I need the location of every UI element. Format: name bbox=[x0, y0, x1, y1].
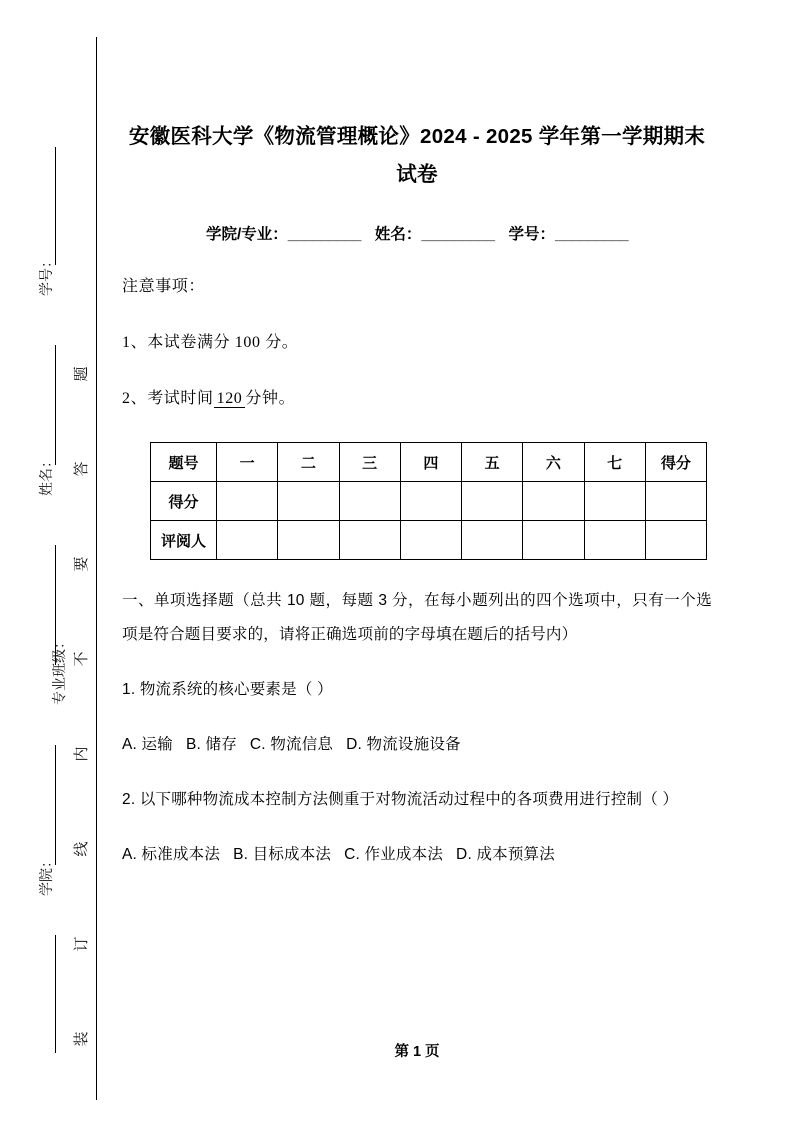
seal-warning-char: 内 bbox=[74, 746, 90, 762]
table-row bbox=[151, 521, 707, 560]
student-number-blank[interactable]: _________ bbox=[554, 226, 629, 243]
question-option[interactable]: A. 运输 bbox=[122, 736, 173, 753]
score-table-cell[interactable] bbox=[217, 521, 278, 560]
notice-item-1 bbox=[122, 330, 712, 356]
score-table-cell[interactable] bbox=[645, 521, 706, 560]
score-table bbox=[150, 442, 707, 560]
question-option[interactable]: D. 物流设施设备 bbox=[346, 736, 461, 753]
question-option[interactable]: A. 标准成本法 bbox=[122, 846, 221, 863]
notice-item-text-suffix: 分钟。 bbox=[245, 390, 296, 407]
score-table-header-cell: 题号 bbox=[151, 443, 217, 482]
score-table-header-cell: 得分 bbox=[645, 443, 706, 482]
seal-warning-char: 不 bbox=[74, 651, 90, 667]
notice-item-text: 1、本试卷满分 100 分。 bbox=[122, 334, 299, 351]
question-option[interactable]: C. 作业成本法 bbox=[344, 846, 444, 863]
seal-warning-char: 要 bbox=[74, 556, 90, 572]
score-table-cell[interactable] bbox=[278, 482, 339, 521]
seal-field-label: 姓名： bbox=[40, 454, 55, 496]
table-row-header bbox=[151, 443, 707, 482]
score-table-header-cell: 三 bbox=[339, 443, 400, 482]
name-blank[interactable]: _________ bbox=[421, 226, 495, 243]
college-major-label: 学院/专业： bbox=[205, 226, 288, 243]
seal-warning-char: 装 bbox=[74, 1031, 90, 1047]
score-table-cell[interactable] bbox=[278, 521, 339, 560]
question-option[interactable]: B. 储存 bbox=[185, 736, 237, 753]
question-options-2 bbox=[122, 838, 712, 872]
college-major-blank[interactable]: _________ bbox=[287, 226, 361, 243]
question-stem-1: 1. 物流系统的核心要素是（ ） bbox=[122, 681, 333, 698]
seal-line-vertical-rule bbox=[96, 37, 97, 1100]
name-label: 姓名： bbox=[374, 226, 422, 243]
score-table-cell[interactable] bbox=[645, 482, 706, 521]
question-option[interactable]: C. 物流信息 bbox=[249, 736, 334, 753]
seal-field-label: 学号： bbox=[40, 254, 55, 296]
score-table-cell[interactable] bbox=[584, 482, 645, 521]
section-heading-1: 一、单项选择题（总共 10 题，每题 3 分，在每小题列出的四个选项中，只有一个选项是符合题目要求的，请将正确选项前的字母填在题后的括号内） bbox=[122, 592, 712, 643]
table-row bbox=[151, 482, 707, 521]
notice-item-2 bbox=[122, 386, 712, 412]
score-table-cell[interactable] bbox=[339, 521, 400, 560]
score-table-cell[interactable] bbox=[523, 521, 584, 560]
question-option[interactable]: D. 成本预算法 bbox=[456, 846, 555, 863]
score-table-header-cell: 五 bbox=[462, 443, 523, 482]
score-table-cell[interactable] bbox=[217, 482, 278, 521]
score-table-header-cell: 二 bbox=[278, 443, 339, 482]
seal-field-label: 学院： bbox=[40, 854, 55, 896]
question-option[interactable]: B. 目标成本法 bbox=[233, 846, 332, 863]
seal-field-name bbox=[26, 454, 70, 496]
student-number-label: 学号： bbox=[508, 226, 555, 243]
seal-field-labels bbox=[26, 150, 70, 1050]
score-table-cell[interactable] bbox=[584, 521, 645, 560]
score-table-row-label: 评阅人 bbox=[151, 521, 217, 560]
score-table-cell[interactable] bbox=[400, 521, 461, 560]
score-table-cell[interactable] bbox=[400, 482, 461, 521]
notice-item-text: 2、考试时间 bbox=[122, 390, 214, 407]
seal-warning-char: 线 bbox=[74, 841, 90, 857]
seal-warning-char: 订 bbox=[74, 936, 90, 952]
page-footer bbox=[122, 1040, 712, 1061]
score-table-header-cell: 四 bbox=[400, 443, 461, 482]
seal-field-class bbox=[26, 635, 70, 705]
seal-warning-char: 题 bbox=[74, 366, 90, 382]
score-table-cell[interactable] bbox=[462, 521, 523, 560]
student-info-line bbox=[122, 222, 712, 248]
page-title: 安徽医科大学《物流管理概论》2024 - 2025 学年第一学期期末试卷 bbox=[128, 125, 706, 186]
page-number-label: 第 1 页 bbox=[394, 1044, 440, 1060]
score-table-cell[interactable] bbox=[523, 482, 584, 521]
score-table-header-cell: 六 bbox=[523, 443, 584, 482]
seal-field-label: 专业班级： bbox=[53, 635, 68, 705]
score-table-cell[interactable] bbox=[339, 482, 400, 521]
exam-content bbox=[122, 0, 712, 1122]
score-table-row-label: 得分 bbox=[151, 482, 217, 521]
seal-field-student-number bbox=[26, 254, 70, 296]
question-stem-2: 2. 以下哪种物流成本控制方法侧重于对物流活动过程中的各项费用进行控制（ ） bbox=[122, 791, 679, 808]
question-options-1 bbox=[122, 728, 712, 762]
notice-heading: 注意事项： bbox=[122, 278, 206, 295]
exam-duration-value: 120 bbox=[214, 390, 246, 408]
seal-warning-vertical-text bbox=[68, 300, 96, 1047]
seal-field-college bbox=[26, 854, 70, 896]
score-table-cell[interactable] bbox=[462, 482, 523, 521]
seal-warning-char: 答 bbox=[74, 461, 90, 477]
score-table-header-cell: 一 bbox=[217, 443, 278, 482]
score-table-header-cell: 七 bbox=[584, 443, 645, 482]
